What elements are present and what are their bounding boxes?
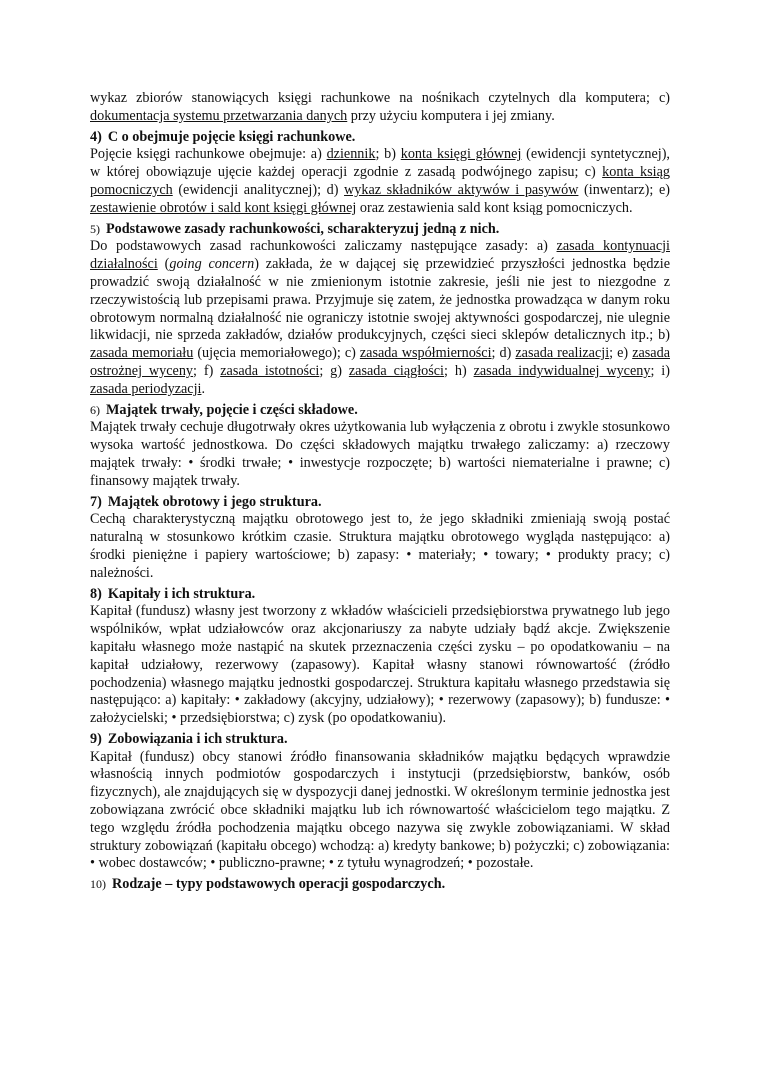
section-heading: [90, 129, 670, 147]
text-run: wykaz zbiorów stanowiących księgi rachunkowe na nośnikach czytelnych dla komputera; c): [90, 90, 670, 106]
text-run: .: [201, 380, 206, 397]
text-run: (ewidencji syntetycznej), w której obowiązuje ujęcie każdej operacji zgodnie z zasadą podwójnego zapisu; c): [90, 146, 670, 181]
section-title: Podstawowe zasady rachunkowości, scharakteryzuj jedną z nich.: [106, 220, 500, 237]
paragraph: [90, 749, 670, 874]
text-run: ; e): [609, 345, 633, 362]
section-heading: [90, 221, 670, 239]
text-run: ; d): [491, 345, 516, 362]
section-title: C o obejmuje pojęcie księgi rachunkowe.: [107, 128, 356, 145]
paragraph: [90, 90, 670, 126]
section-heading: [90, 494, 670, 512]
underlined-term: zasada indywidualnej wyceny: [473, 362, 651, 379]
underlined-term: dziennik: [326, 146, 376, 163]
section-number: 6): [90, 402, 100, 417]
text-run: ; i): [650, 362, 670, 379]
underlined-term: zasada memoriału: [90, 345, 194, 362]
paragraph: [90, 146, 670, 217]
text-run: ; h): [444, 362, 474, 379]
text-run: ; b): [375, 146, 401, 163]
document-page: [90, 90, 670, 894]
underlined-term: zasada istotności: [220, 362, 320, 379]
section-heading: [90, 731, 670, 749]
text-run: ; f): [193, 362, 221, 379]
text-run: (inwentarz); e): [578, 181, 670, 198]
paragraph: [90, 603, 670, 728]
underlined-term: zasada periodyzacji: [90, 380, 202, 397]
text-run: Majątek trwały cechuje długotrwały okres użytkowania lub wyłączenia z obrotu i zwykle stosunkowo wysoka wartość jednostkowa. Do części składowych majątku trwałego zaliczamy: a) rzeczowy majątek trwały: • środki trwałe; • inwestycje rozpoczęte; b) wartości niematerialne i prawne; c) finansowy majątek trwały.: [90, 419, 670, 489]
text-run: przy użyciu komputera i jej zmiany.: [347, 107, 555, 124]
underlined-term: konta księgi głównej: [400, 146, 522, 163]
text-run: ) zakłada, że w dającej się przewidzieć przyszłości jednostka będzie prowadzić swoją działalność w nie zmienionym istotnie zakresie, jeśli nie jest to niezgodne z rzeczywistością lub przepisami prawa. Przyjmuje się zatem, że jednostka prowadząca w danym roku obrotowym normalną działalność nie ograniczy istotnie swojej aktywności gospodarczej, nie ulegnie likwidacji, nie sprzeda zakładów, działów produkcyjnych, części sieci sklepów detalicznych itp.; b): [90, 256, 670, 344]
text-run: Do podstawowych zasad rachunkowości zaliczamy następujące zasady: a): [90, 238, 557, 255]
section-number: 5): [90, 221, 100, 236]
text-run: oraz zestawienia sald kont ksiąg pomocniczych.: [356, 199, 633, 216]
section-heading: [90, 402, 670, 420]
section-heading: [90, 586, 670, 604]
underlined-term: zasada ciągłości: [348, 362, 445, 379]
section-title: Majątek obrotowy i jego struktura.: [107, 493, 322, 510]
paragraph: [90, 419, 670, 490]
underlined-term: zestawienie obrotów i sald kont księgi głównej: [90, 199, 357, 216]
section-title: Rodzaje – typy podstawowych operacji gospodarczych.: [112, 876, 446, 893]
underlined-term: zasada współmierności: [359, 345, 492, 362]
text-run: Pojęcie księgi rachunkowe obejmuje: a): [90, 146, 327, 163]
underlined-term: zasada realizacji: [515, 345, 610, 362]
text-run: (ujęcia memoriałowego); c): [193, 345, 360, 362]
section-title: Zobowiązania i ich struktura.: [107, 730, 288, 747]
section-number: 9): [90, 730, 102, 747]
text-run: ; g): [319, 362, 349, 379]
text-run: (ewidencji analitycznej); d): [172, 181, 345, 198]
section-number: 10): [90, 877, 106, 892]
underlined-term: zasada ostrożnej wyceny: [90, 345, 670, 379]
underlined-term: konta ksiąg pomocniczych: [90, 164, 670, 198]
section-number: 4): [90, 128, 102, 145]
section-title: Kapitały i ich struktura.: [107, 585, 256, 602]
italic-term: going concern: [169, 256, 255, 273]
underlined-term: dokumentacja systemu przetwarzania danych: [90, 107, 348, 124]
text-run: Kapitał (fundusz) obcy stanowi źródło finansowania składników majątku będących wprawdzie własnością innych podmiotów gospodarczych i instytucji (przedsiębiorstw, banków, osób fizycznych), ale znajdujących się w dyspozycji danej jednostki. W określonym terminie jednostka jest zobowiązana zwrócić obce składniki majątku lub ich równowartość właścicielom tego majątku. Z tego względu źródła pochodzenia majątku obcego nazywa się zwykle zobowiązaniami. W skład struktury zobowiązań (kapitału obcego) wchodzą: a) kredyty bankowe; b) pożyczki; c) zobowiązania: • wobec dostawców; • publiczno-prawne; • z tytułu wynagrodzeń; • pozostałe.: [90, 748, 670, 872]
document-body: [90, 90, 670, 894]
text-run: (: [157, 256, 170, 273]
section-number: 8): [90, 585, 102, 602]
paragraph: [90, 511, 670, 582]
section-title: Majątek trwały, pojęcie i części składowe.: [106, 401, 358, 418]
paragraph: [90, 238, 670, 398]
underlined-term: wykaz składników aktywów i pasywów: [344, 181, 579, 198]
underlined-term: zasada kontynuacji działalności: [90, 238, 670, 273]
section-number: 7): [90, 493, 102, 510]
text-run: Kapitał (fundusz) własny jest tworzony z wkładów właścicieli przedsiębiorstwa prywatnego lub jego wspólników, wpłat udziałowców oraz akcjonariuszy za nabyte udziały bądź akcje. Zwiększenie kapitału własnego może nastąpić na skutek przeznaczenia części zysku – po opodatkowaniu – na kapitał udziałowy, rezerwowy (zapasowy). Kapitał własny stanowi równowartość (źródło pochodzenia) własnego majątku jednostki gospodarczej. Struktura kapitału własnego przedstawia się następująco: a) kapitały: • zakładowy (akcyjny, udziałowy); • rezerwowy (zapasowy); b) fundusze: • założycielski; • przedsiębiorstwa; c) zysk (po opodatkowaniu).: [90, 603, 670, 727]
section-heading: [90, 876, 670, 894]
text-run: Cechą charakterystyczną majątku obrotowego jest to, że jego składniki zmieniają swoją postać naturalną w stosunkowo krótkim czasie. Struktura majątku obrotowego wygląda następująco: a) środki pieniężne i papiery wartościowe; b) zapasy: • materiały; • towary; • produkty pracy; c) należności.: [90, 511, 670, 581]
